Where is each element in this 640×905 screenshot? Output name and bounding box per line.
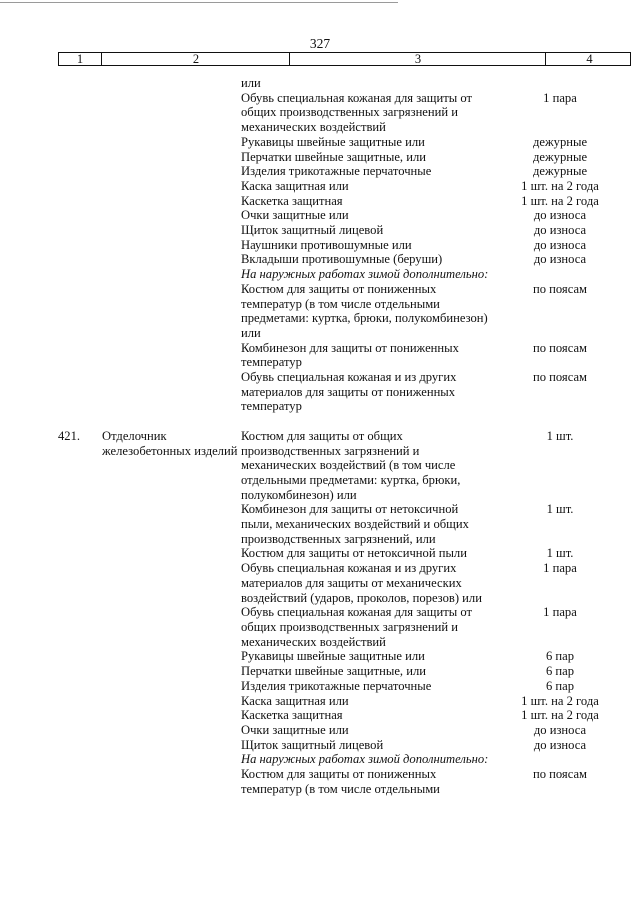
- issue-norm: до износа: [533, 208, 587, 223]
- empty-cell: [102, 238, 241, 253]
- empty-cell: [102, 223, 241, 238]
- table-row: [241, 429, 631, 503]
- item-number: 421.: [58, 428, 81, 443]
- empty-cell: [58, 252, 102, 267]
- equipment-name: Перчатки швейные защитные, или: [241, 149, 426, 164]
- profession-name: Отделочник железобетонных изделий: [102, 428, 238, 458]
- issue-norm: по поясам: [532, 767, 588, 782]
- table-row: [58, 252, 631, 267]
- equipment-name: Комбинезон для защиты от нетоксичной пыли, механических воздействий и общих производственных загрязнений, или: [241, 502, 469, 546]
- empty-cell: [102, 135, 241, 150]
- item-421-equipment: [241, 429, 631, 797]
- empty-cell: [58, 150, 102, 165]
- equipment-name: или: [241, 76, 261, 90]
- table-row: [241, 679, 631, 694]
- empty-cell: [58, 91, 102, 135]
- issue-norm: 1 шт. на 2 года: [521, 708, 599, 723]
- page-number: 327: [309, 36, 331, 51]
- issue-norm: [489, 76, 631, 91]
- table-row: [58, 150, 631, 165]
- issue-norm: 1 пара: [543, 605, 577, 620]
- table-header: [58, 52, 631, 66]
- header-col-4: 4: [545, 53, 633, 65]
- table-row: [58, 208, 631, 223]
- equipment-name: Костюм для защиты от общих производственных загрязнений и механических воздействий (в том числе отдельными предметами: куртка, брюки, полукомбинезон) или: [241, 428, 461, 502]
- empty-cell: [58, 282, 102, 341]
- empty-cell: [102, 164, 241, 179]
- issue-norm: 6 пар: [545, 678, 575, 693]
- equipment-name: Каска защитная или: [241, 178, 349, 193]
- equipment-name: Костюм для защиты от нетоксичной пыли: [241, 546, 467, 561]
- empty-cell: [58, 194, 102, 209]
- issue-norm: 1 шт.: [546, 428, 574, 443]
- equipment-name: Каска защитная или: [241, 693, 349, 708]
- issue-norm: [489, 752, 631, 767]
- equipment-name: Обувь специальная кожаная и из других материалов для защиты от пониженных температур: [241, 370, 457, 414]
- equipment-name: Обувь специальная кожаная для защиты от общих производственных загрязнений и механических воздействий: [241, 90, 472, 135]
- empty-cell: [102, 179, 241, 194]
- issue-norm: [489, 267, 631, 282]
- issue-norm: дежурные: [532, 149, 588, 164]
- empty-cell: [102, 267, 241, 282]
- empty-cell: [58, 223, 102, 238]
- table-row: [241, 752, 631, 767]
- equipment-name: Костюм для защиты от пониженных температур (в том числе отдельными: [241, 767, 440, 796]
- empty-cell: [58, 208, 102, 223]
- issue-norm: до износа: [533, 252, 587, 267]
- table-row: [58, 370, 631, 414]
- table-row: [58, 194, 631, 209]
- issue-norm: до износа: [533, 722, 587, 737]
- table-row: [241, 664, 631, 679]
- empty-cell: [58, 135, 102, 150]
- issue-norm: дежурные: [532, 164, 588, 179]
- issue-norm: дежурные: [532, 134, 588, 149]
- issue-norm: 1 пара: [543, 561, 577, 576]
- empty-cell: [58, 179, 102, 194]
- table-row: [58, 223, 631, 238]
- equipment-name: Рукавицы швейные защитные или: [241, 649, 425, 664]
- item-gap: [58, 414, 631, 429]
- empty-cell: [102, 252, 241, 267]
- equipment-name: Каскетка защитная: [241, 708, 343, 723]
- top-rule: [0, 2, 398, 3]
- empty-cell: [102, 282, 241, 341]
- equipment-name: На наружных работах зимой дополнительно:: [241, 267, 489, 282]
- issue-norm: 6 пар: [545, 664, 575, 679]
- equipment-name: На наружных работах зимой дополнительно:: [241, 752, 489, 767]
- table-row: [58, 267, 631, 282]
- table-row: [241, 546, 631, 561]
- issue-norm: 1 шт.: [546, 546, 574, 561]
- issue-norm: 1 шт. на 2 года: [521, 693, 599, 708]
- equipment-name: Изделия трикотажные перчаточные: [241, 678, 432, 693]
- equipment-name: Щиток защитный лицевой: [241, 223, 384, 238]
- equipment-name: Вкладыши противошумные (беруши): [241, 252, 443, 267]
- issue-norm: 1 шт. на 2 года: [521, 178, 599, 193]
- empty-cell: [102, 150, 241, 165]
- equipment-name: Обувь специальная кожаная и из других материалов для защиты от механических воздействий (ударов, проколов, порезов) или: [241, 561, 482, 605]
- issue-norm: 1 шт. на 2 года: [521, 193, 599, 208]
- issue-norm: по поясам: [532, 281, 588, 296]
- empty-cell: [102, 76, 241, 91]
- table-row: [58, 238, 631, 253]
- empty-cell: [58, 76, 102, 91]
- table-row: [241, 502, 631, 546]
- header-col-1: 1: [76, 52, 84, 66]
- issue-norm: по поясам: [532, 340, 588, 355]
- issue-norm: 1 пара: [543, 90, 577, 105]
- issue-norm: по поясам: [532, 370, 588, 385]
- table-row: [58, 179, 631, 194]
- issue-norm: 6 пар: [545, 649, 575, 664]
- empty-cell: [58, 267, 102, 282]
- equipment-name: Комбинезон для защиты от пониженных температур: [241, 340, 459, 370]
- empty-cell: [102, 341, 241, 370]
- header-col-3: 3: [289, 53, 546, 65]
- issue-norm: до износа: [533, 237, 587, 252]
- item-421-row: [58, 429, 631, 797]
- table-row: [241, 767, 631, 796]
- empty-cell: [58, 164, 102, 179]
- table-row: [241, 738, 631, 753]
- equipment-name: Изделия трикотажные перчаточные: [241, 164, 432, 179]
- table-row: [58, 91, 631, 135]
- table-row: [241, 649, 631, 664]
- empty-cell: [58, 341, 102, 370]
- equipment-name: Рукавицы швейные защитные или: [241, 134, 425, 149]
- empty-cell: [58, 370, 102, 414]
- equipment-name: Обувь специальная кожаная для защиты от общих производственных загрязнений и механических воздействий: [241, 605, 472, 649]
- equipment-name: Щиток защитный лицевой: [241, 737, 384, 752]
- table-row: [241, 708, 631, 723]
- table-row: [58, 135, 631, 150]
- table-row: [58, 76, 631, 91]
- empty-cell: [102, 370, 241, 414]
- table-row: [58, 164, 631, 179]
- empty-cell: [102, 208, 241, 223]
- equipment-name: Костюм для защиты от пониженных температур (в том числе отдельными предметами: куртка, брюки, полукомбинезон) или: [241, 281, 488, 340]
- equipment-name: Каскетка защитная: [241, 193, 343, 208]
- table-row: [241, 561, 631, 605]
- empty-cell: [58, 238, 102, 253]
- continued-item-block: [58, 76, 631, 414]
- table-body: [58, 76, 631, 796]
- table-row: [241, 694, 631, 709]
- issue-norm: до износа: [533, 737, 587, 752]
- header-col-2: 2: [101, 53, 290, 65]
- table-row: [241, 605, 631, 649]
- table-row: [58, 341, 631, 370]
- equipment-name: Перчатки швейные защитные, или: [241, 664, 426, 679]
- table-row: [58, 282, 631, 341]
- equipment-name: Наушники противошумные или: [241, 237, 412, 252]
- equipment-name: Очки защитные или: [241, 722, 349, 737]
- table-row: [241, 723, 631, 738]
- issue-norm: до износа: [533, 223, 587, 238]
- issue-norm: 1 шт.: [546, 502, 574, 517]
- empty-cell: [102, 194, 241, 209]
- equipment-name: Очки защитные или: [241, 208, 349, 223]
- empty-cell: [102, 91, 241, 135]
